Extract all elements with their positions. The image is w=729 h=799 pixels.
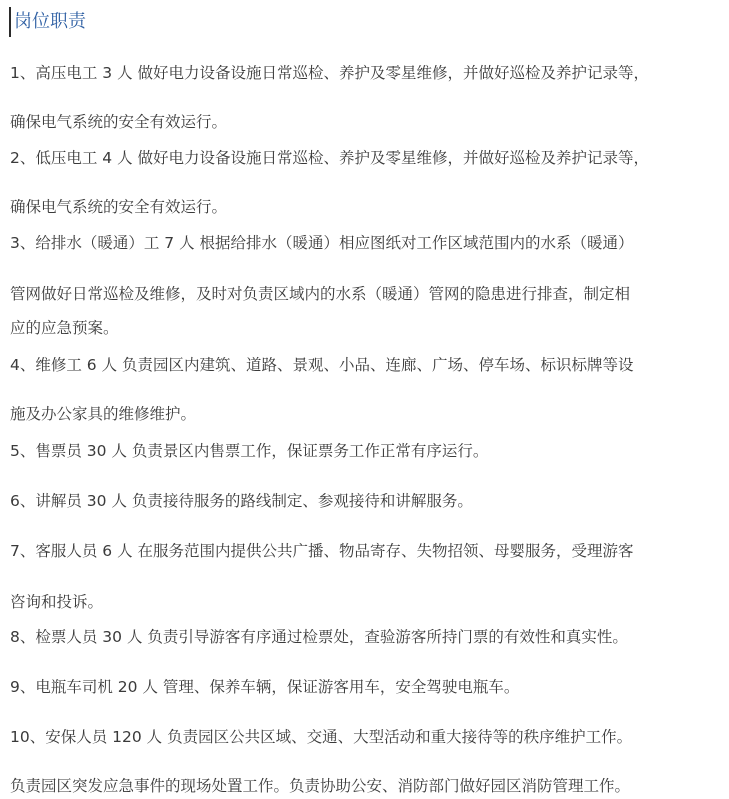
text-line: 咨询和投诉。: [10, 593, 104, 611]
text-line: 4、维修工 6 人 负责园区内建筑、道路、景观、小品、连廊、广场、停车场、标识标牌等设: [10, 356, 634, 374]
text-line: 5、售票员 30 人 负责景区内售票工作，保证票务工作正常有序运行。: [10, 442, 489, 460]
text-line: 3、给排水（暖通）工 7 人 根据给排水（暖通）相应图纸对工作区域范围内的水系（暖通）: [10, 234, 634, 252]
text-line: 7、客服人员 6 人 在服务范围内提供公共广播、物品寄存、失物招领、母婴服务，受理游客: [10, 542, 634, 560]
text-line: 10、安保人员 120 人 负责园区公共区域、交通、大型活动和重大接待等的秩序维护工作。: [10, 728, 633, 746]
text-line: 确保电气系统的安全有效运行。: [10, 198, 228, 216]
text-line: 施及办公家具的维修维护。: [10, 405, 197, 423]
text-line: 负责园区突发应急事件的现场处置工作。负责协助公安、消防部门做好园区消防管理工作。: [10, 777, 631, 795]
text-line: 1、高压电工 3 人 做好电力设备设施日常巡检、养护及零星维修，并做好巡检及养护记录等，: [10, 64, 650, 82]
text-line: 9、电瓶车司机 20 人 管理、保养车辆，保证游客用车，安全驾驶电瓶车。: [10, 678, 520, 696]
text-line: 管网做好日常巡检及维修，及时对负责区域内的水系（暖通）管网的隐患进行排查，制定相: [10, 285, 631, 303]
text-line: 8、检票人员 30 人 负责引导游客有序通过检票处，查验游客所持门票的有效性和真实性。: [10, 628, 628, 646]
text-line: 应的应急预案。: [10, 319, 119, 337]
text-line: 确保电气系统的安全有效运行。: [10, 113, 228, 131]
text-line: 2、低压电工 4 人 做好电力设备设施日常巡检、养护及零星维修，并做好巡检及养护记录等，: [10, 149, 650, 167]
text-line: 6、讲解员 30 人 负责接待服务的路线制定、参观接待和讲解服务。: [10, 492, 473, 510]
section-heading: 岗位职责: [9, 7, 86, 37]
